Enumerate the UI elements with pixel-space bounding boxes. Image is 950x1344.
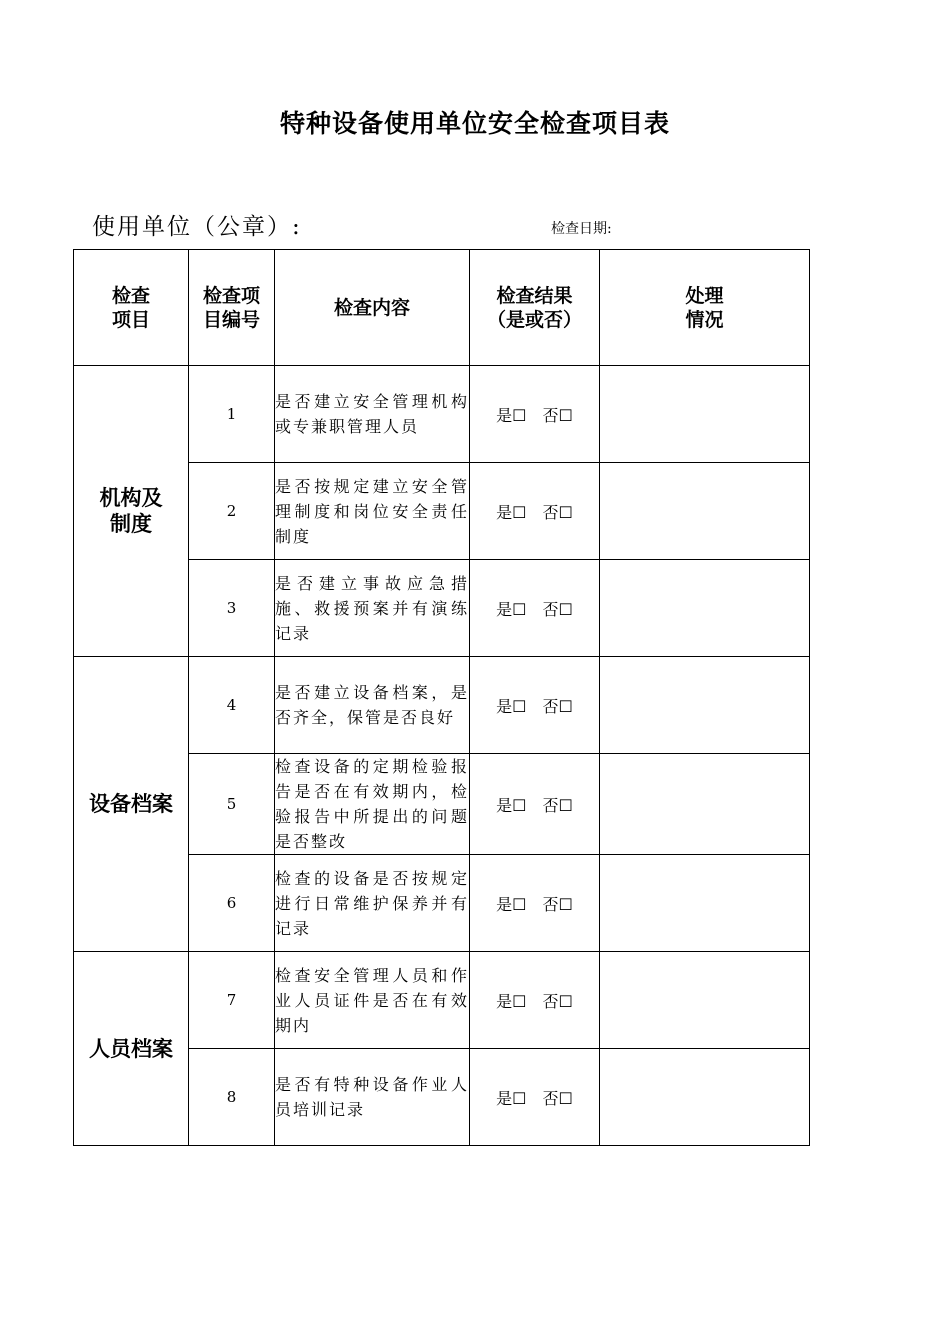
item-content: 是否有特种设备作业人员培训记录 <box>275 1049 470 1146</box>
header-number <box>189 250 275 366</box>
header-result <box>470 250 600 366</box>
yes-checkbox[interactable]: 是☐ <box>496 991 527 1011</box>
item-number: 5 <box>189 754 275 855</box>
item-content: 是否建立事故应急措施、救援预案并有演练记录 <box>275 560 470 657</box>
no-checkbox[interactable]: 否☐ <box>542 1088 573 1108</box>
table-row <box>74 952 810 1049</box>
yes-checkbox[interactable]: 是☐ <box>496 405 527 425</box>
category-staff: 人员档案 <box>74 952 189 1146</box>
item-number: 2 <box>189 463 275 560</box>
item-number: 8 <box>189 1049 275 1146</box>
item-number: 4 <box>189 657 275 754</box>
no-checkbox[interactable]: 否☐ <box>542 991 573 1011</box>
yes-checkbox[interactable]: 是☐ <box>496 696 527 716</box>
item-handling[interactable] <box>600 463 810 560</box>
item-handling[interactable] <box>600 754 810 855</box>
header-number-line2: 目编号 <box>202 308 260 331</box>
no-checkbox[interactable]: 否☐ <box>542 599 573 619</box>
item-number: 6 <box>189 855 275 952</box>
no-checkbox[interactable]: 否☐ <box>542 696 573 716</box>
yes-checkbox[interactable]: 是☐ <box>496 795 527 815</box>
item-number: 3 <box>189 560 275 657</box>
item-result <box>470 855 600 952</box>
no-checkbox[interactable]: 否☐ <box>542 502 573 522</box>
item-content: 检查的设备是否按规定进行日常维护保养并有记录 <box>275 855 470 952</box>
header-category-line2: 项目 <box>111 308 150 331</box>
item-content: 是否建立设备档案，是否齐全，保管是否良好 <box>275 657 470 754</box>
no-checkbox[interactable]: 否☐ <box>542 405 573 425</box>
item-handling[interactable] <box>600 657 810 754</box>
header-result-line2: （是或否） <box>486 308 582 331</box>
item-content: 是否按规定建立安全管理制度和岗位安全责任制度 <box>275 463 470 560</box>
item-handling[interactable] <box>600 1049 810 1146</box>
check-date-label: 检查日期: <box>551 221 612 237</box>
item-handling[interactable] <box>600 560 810 657</box>
table-row <box>74 657 810 754</box>
yes-checkbox[interactable]: 是☐ <box>496 599 527 619</box>
header-number-line1: 检查项 <box>202 284 260 307</box>
yes-checkbox[interactable]: 是☐ <box>496 502 527 522</box>
header-handling <box>600 250 810 366</box>
table-row <box>74 366 810 463</box>
header-category-line1: 检查 <box>111 284 150 307</box>
category-equipment: 设备档案 <box>74 657 189 952</box>
item-handling[interactable] <box>600 952 810 1049</box>
item-result <box>470 754 600 855</box>
item-content: 是否建立安全管理机构或专兼职管理人员 <box>275 366 470 463</box>
yes-checkbox[interactable]: 是☐ <box>496 894 527 914</box>
item-content: 检查设备的定期检验报告是否在有效期内，检验报告中所提出的问题是否整改 <box>275 754 470 855</box>
item-result <box>470 1049 600 1146</box>
no-checkbox[interactable]: 否☐ <box>542 795 573 815</box>
item-content: 检查安全管理人员和作业人员证件是否在有效期内 <box>275 952 470 1049</box>
item-number: 1 <box>189 366 275 463</box>
no-checkbox[interactable]: 否☐ <box>542 894 573 914</box>
item-result <box>470 952 600 1049</box>
page-title: 特种设备使用单位安全检查项目表 <box>279 109 670 138</box>
item-result <box>470 657 600 754</box>
category-org-line1: 机构及 <box>99 486 163 510</box>
header-handling-line2: 情况 <box>685 308 724 331</box>
header-category <box>74 250 189 366</box>
header-content: 检查内容 <box>275 250 470 366</box>
header-row <box>74 250 810 366</box>
category-org-line2: 制度 <box>110 512 152 536</box>
category-org <box>74 366 189 657</box>
header-result-line1: 检查结果 <box>496 284 573 307</box>
header-handling-line1: 处理 <box>685 284 724 307</box>
inspection-table <box>73 249 810 1146</box>
item-handling[interactable] <box>600 855 810 952</box>
item-result <box>470 366 600 463</box>
item-result <box>470 560 600 657</box>
item-handling[interactable] <box>600 366 810 463</box>
item-number: 7 <box>189 952 275 1049</box>
yes-checkbox[interactable]: 是☐ <box>496 1088 527 1108</box>
unit-seal-label: 使用单位（公章）: <box>92 214 302 240</box>
item-result <box>470 463 600 560</box>
